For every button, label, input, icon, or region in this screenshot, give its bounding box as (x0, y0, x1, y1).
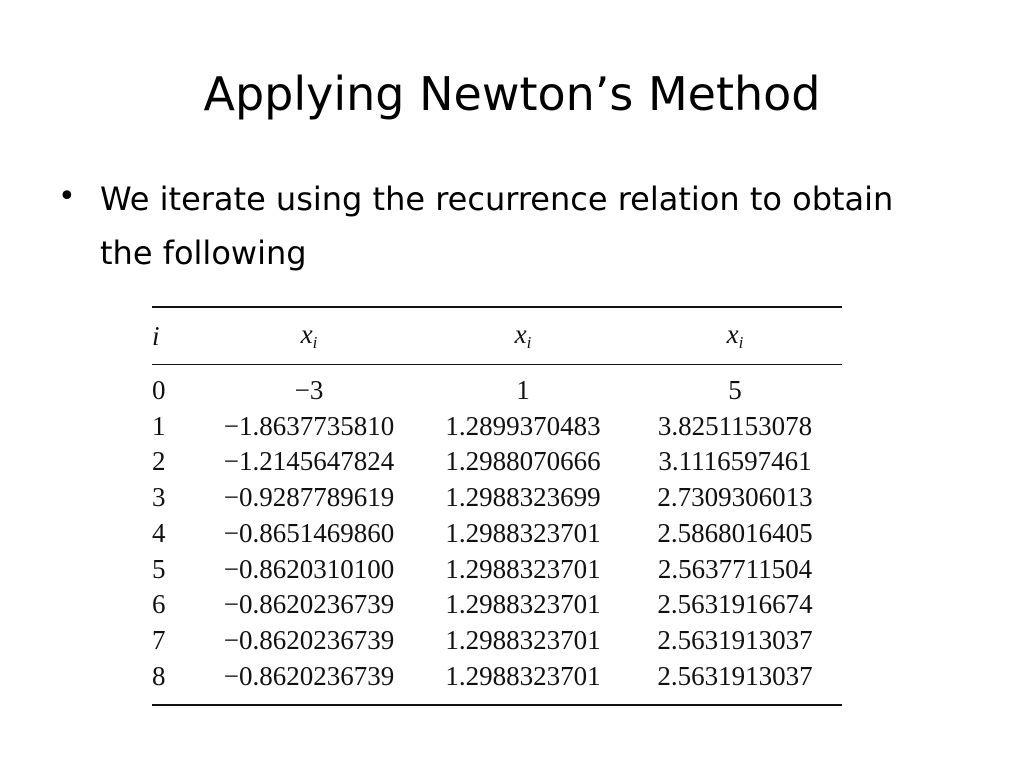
iteration-index-cell: 8 (152, 660, 166, 691)
value-cell: −0.8620236739 (223, 624, 395, 655)
iteration-index-cell: 2 (152, 446, 166, 477)
bullet-item (58, 172, 928, 280)
value-cell: 3.1116597461 (658, 446, 812, 477)
table-row (152, 587, 842, 623)
header-subscript: i (312, 333, 318, 352)
value-cell: 1.2988323701 (445, 553, 601, 584)
value-cell: 2.5631913037 (657, 624, 813, 655)
header-subscript: i (526, 333, 532, 352)
value-cell: −1.8637735810 (223, 410, 395, 441)
value-cell: 2.5631913037 (657, 660, 813, 691)
header-subscript: i (738, 333, 744, 352)
iteration-index-cell: 7 (152, 624, 166, 655)
header-i: i (152, 320, 160, 351)
value-cell: 1.2988323701 (445, 624, 601, 655)
value-cell: 1.2988323699 (445, 482, 601, 513)
value-cell: 1 (516, 375, 530, 405)
iteration-index-cell: 5 (152, 553, 166, 584)
iteration-index-cell: 3 (152, 482, 166, 513)
header-x-3: $x_i$ (726, 319, 744, 352)
iteration-index-cell: 6 (152, 589, 166, 620)
value-cell: −0.8620236739 (223, 660, 395, 691)
table-row (152, 659, 842, 695)
value-cell: 1.2899370483 (445, 410, 601, 441)
value-cell: −3 (294, 375, 324, 405)
bullet-dot-icon: • (58, 179, 76, 214)
table-bottom-rule (152, 704, 842, 706)
value-cell: −0.8651469860 (223, 517, 395, 548)
value-cell: −0.8620236739 (223, 589, 395, 620)
table-row (152, 409, 842, 445)
header-x-2: $x_i$ (514, 319, 532, 352)
value-cell: −1.2145647824 (223, 446, 395, 477)
value-cell: 5 (728, 375, 742, 405)
bullet-text: We iterate using the recurrence relation to obtain the following (100, 180, 894, 272)
value-cell: 1.2988070666 (445, 446, 601, 477)
table-header-row (152, 308, 842, 364)
value-cell: 1.2988323701 (445, 517, 601, 548)
table-body (152, 373, 842, 694)
iteration-index-cell: 0 (152, 375, 166, 405)
iteration-table (152, 306, 842, 706)
header-x-1: $x_i$ (300, 319, 318, 352)
value-cell: −0.8620310100 (223, 553, 395, 584)
table-row (152, 552, 842, 588)
slide-title: Applying Newton’s Method (203, 67, 821, 121)
table-row (152, 444, 842, 480)
iteration-index-cell: 1 (152, 410, 166, 441)
table-row (152, 516, 842, 552)
value-cell: 1.2988323701 (445, 589, 601, 620)
table (152, 308, 842, 364)
value-cell: 1.2988323701 (445, 660, 601, 691)
iteration-index-cell: 4 (152, 517, 166, 548)
value-cell: 2.7309306013 (657, 482, 813, 513)
value-cell: 2.5631916674 (657, 589, 813, 620)
table-row (152, 480, 842, 516)
value-cell: 2.5868016405 (657, 517, 813, 548)
table-row (152, 373, 842, 409)
table-row (152, 623, 842, 659)
value-cell: −0.9287789619 (223, 482, 395, 513)
value-cell: 2.5637711504 (657, 553, 813, 584)
value-cell: 3.8251153078 (657, 410, 813, 441)
